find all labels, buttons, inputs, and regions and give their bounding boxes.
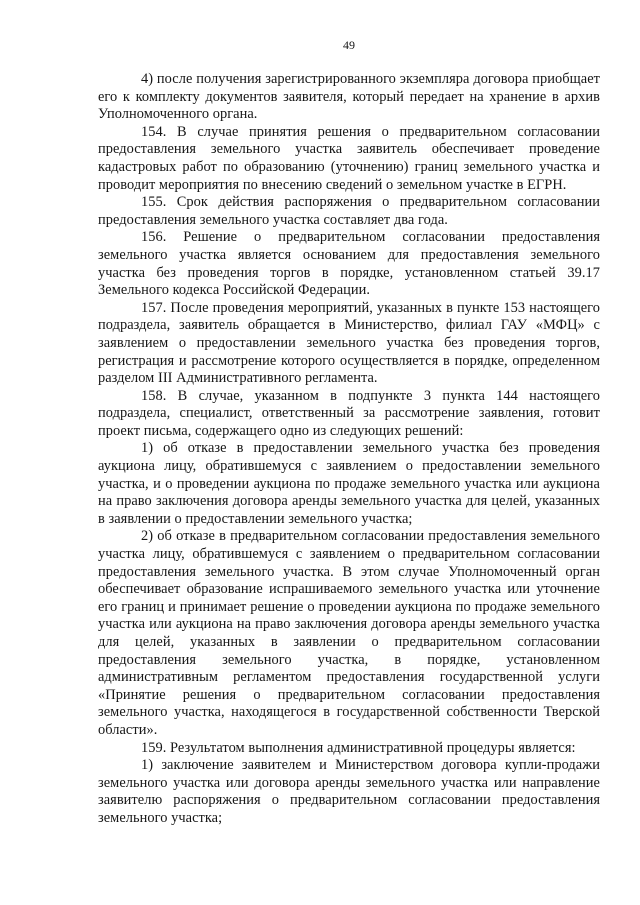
paragraph-158-item-1: 1) об отказе в предоставлении земельного участка без проведения аукциона лицу, обратившемуся с заявлением о предоставлении земельного участка, и о проведении аукциона по продаже земельного участка или аукциона на право заключения договора аренды земельного участка для целей, указанных в заявлении о предоставлении земельного участка; xyxy=(98,440,600,527)
paragraph-156: 156. Решение о предварительном согласовании предоставления земельного участка является основанием для предоставления земельного участка без проведения торгов в порядке, установленном статьей 39.17 Земельного кодекса Российской Федерации. xyxy=(98,229,600,299)
paragraph-158-item-2: 2) об отказе в предварительном согласовании предоставления земельного участка лицу, обратившемуся с заявлением о предварительном согласовании предоставления земельного участка. В этом случае Уполномоченный орган обеспечивает образование испрашиваемого земельного участка или уточнение его границ и принимает решение о проведении аукциона по продаже земельного участка или аукциона на право заключения договора аренды земельного участка для целей, указанных в заявлении о предварительном согласовании предоставления земельного участка, в порядке, установленном административным регламентом предоставления государственной услуги «Принятие решения о предварительном согласовании предоставления земельного участка, находящегося в государственной собственности Тверской области». xyxy=(98,528,600,738)
paragraph-155: 155. Срок действия распоряжения о предварительном согласовании предоставления земельного участка составляет два года. xyxy=(98,194,600,228)
paragraph-157: 157. После проведения мероприятий, указанных в пункте 153 настоящего подраздела, заявитель обращается в Министерство, филиал ГАУ «МФЦ» с заявлением о предоставлении земельного участка без проведения торгов, регистрация и рассмотрение которого осуществляется в порядке, определенном разделом III Административного регламента. xyxy=(98,299,600,387)
paragraph-154: 154. В случае принятия решения о предварительном согласовании предоставления земельного участка заявитель обеспечивает проведение кадастровых работ по образованию (уточнению) границ земельного участка и проводит мероприятия по внесению сведений о земельном участке в ЕГРН. xyxy=(98,123,600,193)
paragraph-item-4: 4) после получения зарегистрированного экземпляра договора приобщает его к комплекту документов заявителя, который передает на хранение в архив Уполномоченного органа. xyxy=(98,71,600,123)
paragraph-158: 158. В случае, указанном в подпункте 3 пункта 144 настоящего подраздела, специалист, ответственный за рассмотрение заявления, готовит проект письма, содержащего одно из следующих решений: xyxy=(98,387,600,439)
paragraph-159: 159. Результатом выполнения административной процедуры является: xyxy=(141,739,576,756)
paragraph-159-item-1: 1) заключение заявителем и Министерством договора купли-продажи земельного участка или договора аренды земельного участка или направление заявителю распоряжения о предварительном согласовании предоставления земельного участка; xyxy=(98,757,600,826)
page-number: 49 xyxy=(343,38,355,52)
document-page xyxy=(98,38,600,828)
